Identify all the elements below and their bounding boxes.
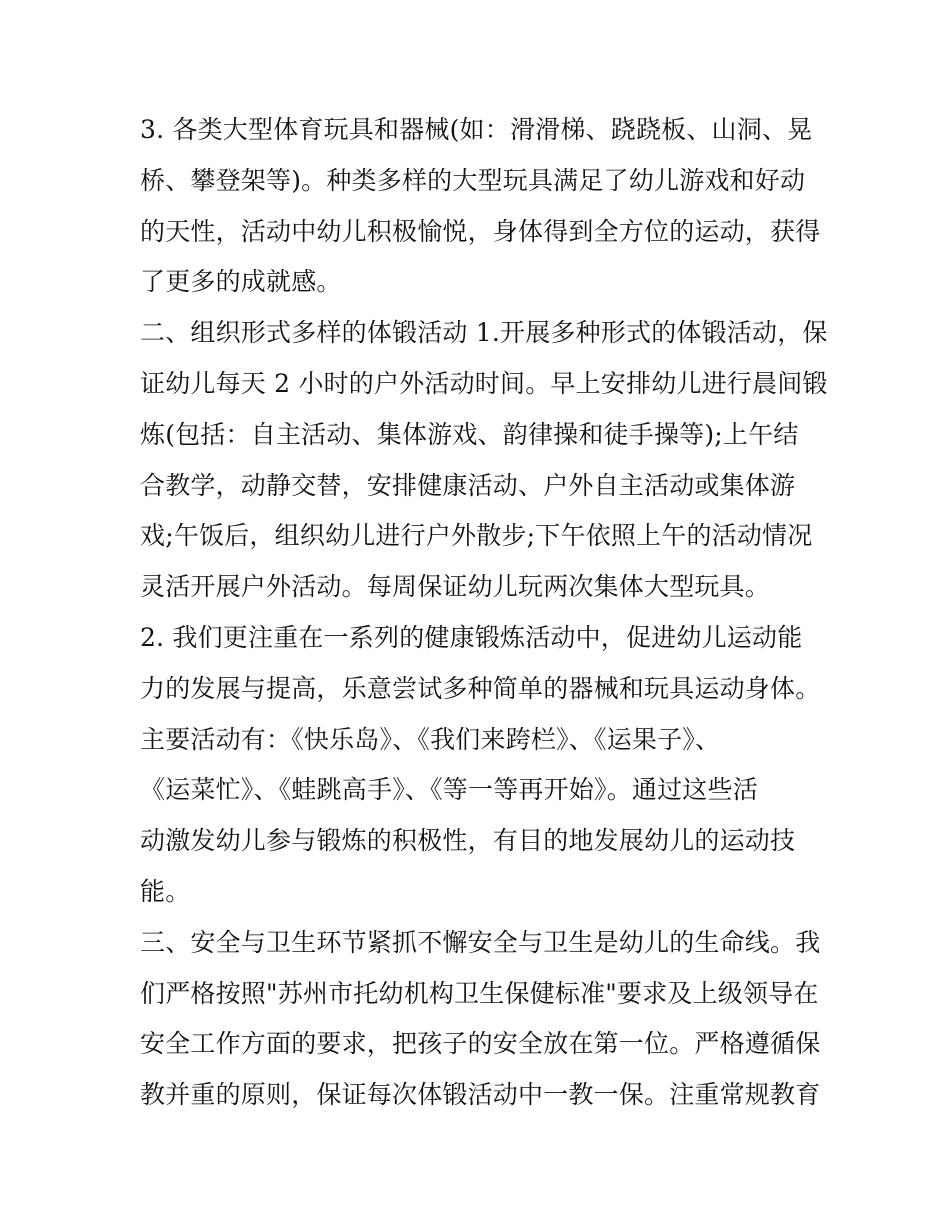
text-line: 安全工作方面的要求，把孩子的安全放在第一位。严格遵循保 — [140, 1029, 821, 1059]
text-line: 动激发幼儿参与锻炼的积极性，有目的地发展幼儿的运动技 — [140, 826, 796, 856]
document-text-body — [140, 105, 828, 1121]
text-line: 桥、攀登架等)。种类多样的大型玩具满足了幼儿游戏和好动 — [140, 165, 806, 195]
text-line: 《运菜忙》、《蛙跳高手》、《等一等再开始》。通过这些活 — [140, 775, 758, 805]
text-line: 能。 — [140, 876, 191, 906]
text-line: 三、安全与卫生环节紧抓不懈安全与卫生是幼儿的生命线。我 — [140, 927, 821, 957]
text-line: 的天性，活动中幼儿积极愉悦，身体得到全方位的运动，获得 — [140, 216, 821, 246]
text-line: 合教学，动静交替，安排健康活动、户外自主活动或集体游 — [140, 470, 796, 500]
text-line: 炼(包括：自主活动、集体游戏、韵律操和徒手操等);上午结 — [140, 419, 799, 449]
text-line: 二、组织形式多样的体锻活动 1.开展多种形式的体锻活动，保 — [140, 318, 828, 348]
text-line: 证幼儿每天 2 小时的户外活动时间。早上安排幼儿进行晨间锻 — [140, 368, 828, 398]
text-line: 戏;午饭后，组织幼儿进行户外散步;下午依照上午的活动情况 — [140, 521, 813, 551]
text-line: 灵活开展户外活动。每周保证幼儿玩两次集体大型玩具。 — [140, 572, 771, 602]
text-line: 们严格按照"苏州市托幼机构卫生保健标准"要求及上级领导在 — [140, 978, 819, 1008]
text-line: 了更多的成就感。 — [140, 267, 342, 297]
text-line: 3. 各类大型体育玩具和器械(如：滑滑梯、跷跷板、山洞、晃 — [140, 115, 813, 144]
text-line: 主要活动有：《快乐岛》、《我们来跨栏》、《运果子》、 — [140, 724, 721, 754]
text-line: 教并重的原则，保证每次体锻活动中一教一保。注重常规教育 — [140, 1080, 821, 1110]
text-line: 力的发展与提高，乐意尝试多种简单的器械和玩具运动身体。 — [140, 673, 821, 703]
text-line: 2. 我们更注重在一系列的健康锻炼活动中，促进幼儿运动能 — [140, 622, 803, 652]
